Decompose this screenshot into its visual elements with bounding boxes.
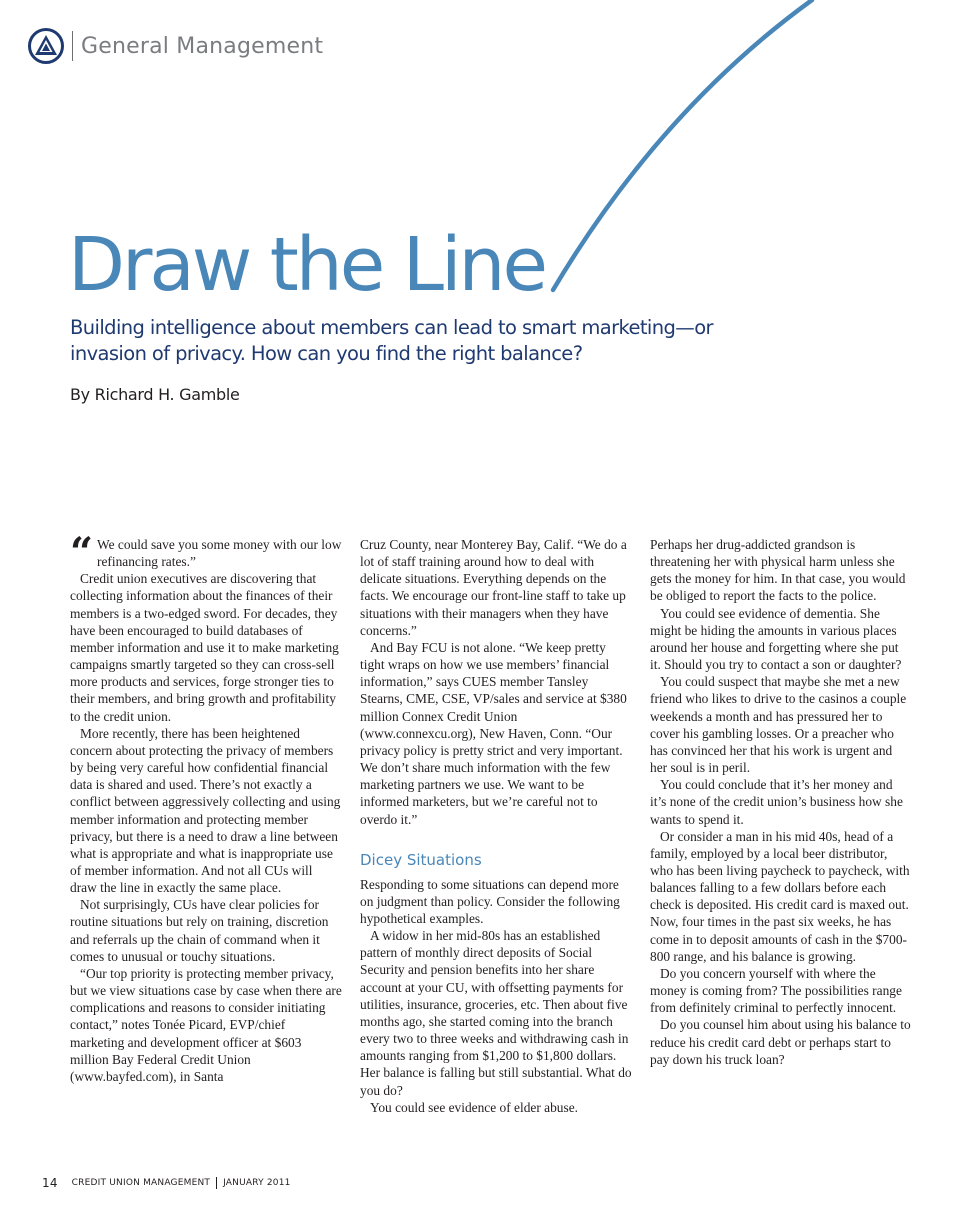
- body-paragraph: Or consider a man in his mid 40s, head of a family, employed by a local beer distributor, who has been living paycheck to paycheck, with balances falling to a few dollars before each check is deposited. His credit card is maxed out. Now, four times in the past six weeks, he has come in to deposit amounts of cash in the $700-800 range, and his balance is growing.: [650, 828, 910, 964]
- article-column-3: [650, 536, 912, 1068]
- section-label: General Management: [81, 33, 324, 59]
- article-column-1: [70, 529, 342, 1085]
- article-subtitle: Building intelligence about members can lead to smart marketing—or invasion of privacy. How can you find the right balance?: [70, 316, 713, 365]
- body-paragraph: You could see evidence of dementia. She might be hiding the amounts in various places around her house and forgetting where she put it. Should you try to contact a son or daughter?: [650, 605, 902, 673]
- body-paragraph: Cruz County, near Monterey Bay, Calif. “We do a lot of staff training around how to deal with delicate situations. Everything depends on the facts. We encourage our front-line staff to take up situations with their managers when they have concerns.”: [360, 537, 627, 638]
- body-paragraph: More recently, there has been heightened concern about protecting the privacy of members by being very careful how confidential financial data is shared and used. There’s not exactly a conflict between aggressively collecting and using member information and protecting member privacy, but there is a need to draw a line between what is appropriate and what is inappropriate use of member information. And not all CUs will draw the line in exactly the same place.: [70, 725, 341, 896]
- body-paragraph: Do you counsel him about using his balance to reduce his credit card debt or perhaps start to pay down his truck loan?: [650, 1017, 911, 1067]
- open-quote-icon: “: [70, 529, 94, 576]
- page-footer: [42, 1176, 291, 1190]
- page-number: 14: [42, 1176, 58, 1190]
- body-paragraph: A widow in her mid-80s has an established pattern of monthly direct deposits of Social Security and pension benefits into her share account at your CU, with offsetting payments for utilities, insurance, groceries, etc. Then about five months ago, she started coming into the branch every two to three weeks and withdrawing cash in amounts ranging from $1,200 to $1,800 dollars. Her balance is falling but still substantial. What do you do?: [360, 928, 632, 1098]
- body-paragraph: Credit union executives are discovering that collecting information about the finances of their members is a two-edged sword. For decades, they have been encouraged to build databases of member information and use it to make marketing campaigns smartly targeted so they can cross-sell more products and services, forge stronger ties to their members, and bring growth and profitability to the credit union.: [70, 571, 339, 724]
- body-paragraph: And Bay FCU is not alone. “We keep pretty tight wraps on how we use members’ financial information,” says CUES member Tansley Stearns, CME, CSE, VP/sales and service at $380 million Connex Credit Union (www.connexcu.org), New Haven, Conn. “Our privacy policy is pretty strict and very important. We don’t share much information with the few marketing partners we use. We want to be informed marketers, but we’re careful not to overdo it.”: [360, 639, 627, 827]
- section-subhead: Dicey Situations: [360, 850, 482, 869]
- body-paragraph: “Our top priority is protecting member privacy, but we view situations case by case when there are complications and reasons to consider initiating contact,” notes Tonée Picard, EVP/chief marketing and development officer at $603 million Bay Federal Credit Union (www.bayfed.com), in Santa: [70, 965, 342, 1084]
- issue-date: JANUARY 2011: [223, 1178, 291, 1188]
- body-paragraph: Perhaps her drug-addicted grandson is threatening her with physical harm unless she gets the money for him. In that case, you would be obliged to report the facts to the police.: [650, 537, 906, 604]
- body-paragraph: You could conclude that it’s her money and it’s none of the credit union’s business how she wants to spend it.: [650, 777, 903, 827]
- lead-quote-text: We could save you some money with our low refinancing rates.”: [97, 537, 342, 570]
- article-column-2: [360, 536, 632, 1116]
- body-paragraph: Responding to some situations can depend more on judgment than policy. Consider the following hypothetical examples.: [360, 876, 620, 926]
- body-paragraph: You could suspect that maybe she met a new friend who likes to drive to the casinos a couple weekends a month and has pressured her to cover his gambling losses. Or a preacher who has convinced her that his work is urgent and her soul is in peril.: [650, 674, 907, 776]
- body-paragraph: Not surprisingly, CUs have clear policies for routine situations but rely on training, discretion and referrals up the chain of command when it comes to unusual or touchy situations.: [70, 897, 329, 964]
- lead-paragraph: [70, 529, 342, 576]
- article-title: Draw the Line: [68, 222, 545, 308]
- body-paragraph: Do you concern yourself with where the money is coming from? The possibilities range from definitely criminal to perfectly innocent.: [650, 965, 902, 1016]
- article-byline: By Richard H. Gamble: [70, 385, 240, 404]
- body-paragraph: You could see evidence of elder abuse.: [370, 1099, 578, 1115]
- publication-name: CREDIT UNION MANAGEMENT: [71, 1178, 211, 1188]
- footer-divider: [216, 1177, 217, 1189]
